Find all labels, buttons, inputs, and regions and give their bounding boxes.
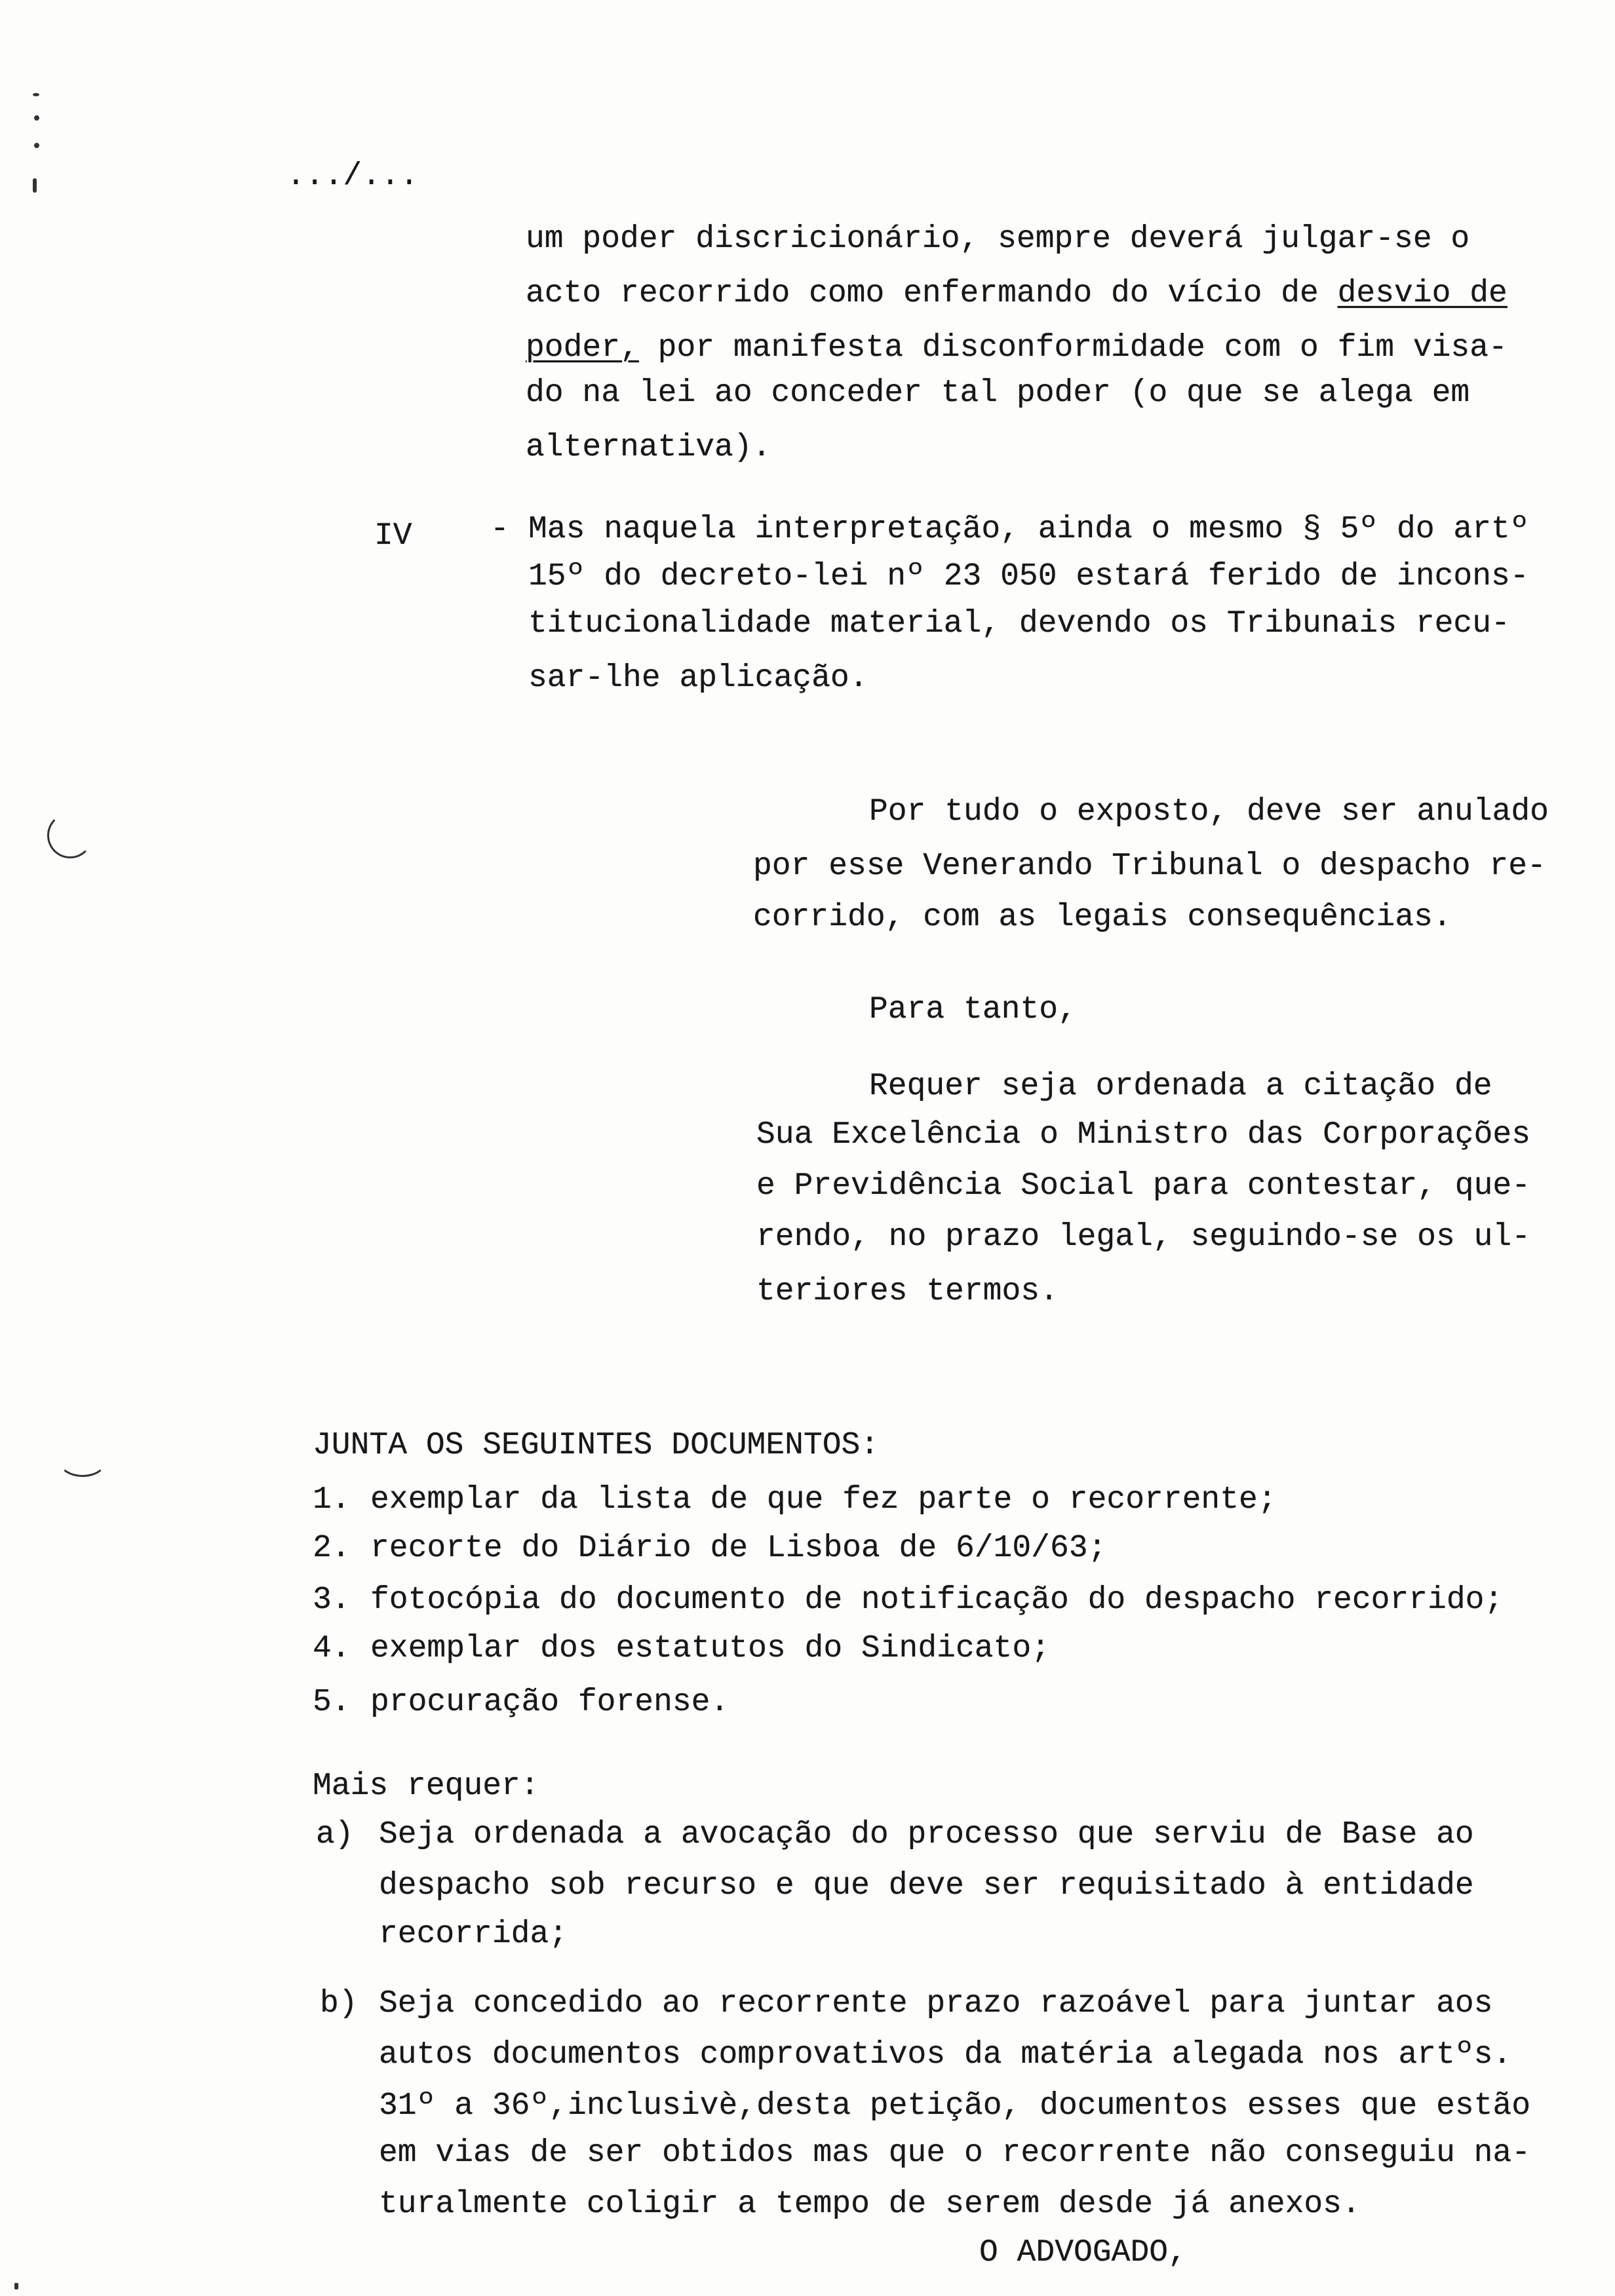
argument-iv-line: Mas naquela interpretação, ainda o mesmo § 5º do artº (528, 512, 1529, 547)
request-item-line: autos documentos comprovativos da matéria alegada nos artºs. (379, 2037, 1512, 2073)
conclusion-line: Por tudo o exposto, deve ser anulado (869, 794, 1549, 830)
document-item-text: exemplar da lista de que fez parte o recorrente; (370, 1482, 1277, 1518)
scan-mark (14, 2283, 18, 2289)
attached-documents-heading: JUNTA OS SEGUINTES DOCUMENTOS: (313, 1428, 880, 1463)
argument-line-text: acto recorrido como enfermando do vício de (526, 276, 1338, 311)
document-item-number: 4. (313, 1631, 351, 1666)
request-item-line: despacho sob recurso e que deve ser requisitado à entidade (379, 1868, 1474, 1904)
punch-hole-mark (58, 1442, 107, 1477)
continuation-mark: .../... (286, 159, 419, 194)
punch-hole-mark (47, 813, 93, 858)
argument-line: um poder discricionário, sempre deverá julgar-se o (526, 221, 1470, 257)
document-item-text: exemplar dos estatutos do Sindicato; (370, 1631, 1050, 1666)
underlined-term: desvio de (1337, 276, 1508, 311)
request-item-line: recorrida; (379, 1917, 568, 1952)
request-line: e Previdência Social para contestar, que- (756, 1168, 1530, 1204)
scan-mark (33, 93, 39, 96)
argument-line: alternativa). (526, 430, 771, 465)
request-item-line: turalmente coligir a tempo de serem desde já anexos. (379, 2187, 1361, 2222)
underlined-term: poder, (526, 330, 639, 366)
conclusion-line: por esse Venerando Tribunal o despacho re- (753, 849, 1546, 884)
signature-line: O ADVOGADO, (979, 2235, 1187, 2270)
conclusion-line: corrido, com as legais consequências. (753, 900, 1452, 935)
document-item-number: 5. (313, 1685, 351, 1720)
request-item-line: Seja concedido ao recorrente prazo razoável para juntar aos (379, 1986, 1493, 2021)
argument-line (526, 275, 1508, 312)
for-that-line: Para tanto, (869, 992, 1077, 1027)
document-item-text: fotocópia do documento de notificação do despacho recorrido; (370, 1582, 1504, 1618)
further-requests-heading: Mais requer: (313, 1769, 539, 1804)
request-item-line: 31º a 36º,inclusivè,desta petição, documentos esses que estão (379, 2088, 1531, 2124)
argument-iv-line: sar-lhe aplicação. (528, 660, 868, 696)
request-line: teriores termos. (756, 1274, 1059, 1309)
document-item-number: 3. (313, 1582, 351, 1618)
document-item-text: procuração forense. (370, 1685, 730, 1720)
request-line: Requer seja ordenada a citação de (869, 1069, 1492, 1104)
request-line: Sua Excelência o Ministro das Corporações (756, 1117, 1530, 1153)
scan-mark (34, 115, 39, 121)
request-item-letter: b) (320, 1986, 358, 2021)
section-dash: - (490, 512, 509, 547)
document-item-number: 2. (313, 1531, 351, 1566)
document-item-text: recorte do Diário de Lisboa de 6/10/63; (370, 1531, 1107, 1566)
argument-line: do na lei ao conceder tal poder (o que se alega em (526, 375, 1470, 411)
argument-line-text: por manifesta disconformidade com o fim visa- (638, 330, 1508, 366)
document-item-number: 1. (313, 1482, 351, 1518)
request-line: rendo, no prazo legal, seguindo-se os ul- (756, 1219, 1530, 1255)
scan-mark (33, 178, 37, 193)
request-item-line: em vias de ser obtidos mas que o recorrente não conseguiu na- (379, 2135, 1531, 2171)
section-numeral: IV (374, 518, 412, 554)
argument-line (526, 330, 1508, 366)
request-item-letter: a) (316, 1817, 354, 1852)
argument-iv-line: titucionalidade material, devendo os Tribunais recu- (528, 606, 1510, 641)
scan-mark (34, 143, 39, 148)
argument-iv-line: 15º do decreto-lei nº 23 050 estará ferido de incons- (528, 559, 1529, 594)
request-item-line: Seja ordenada a avocação do processo que serviu de Base ao (379, 1817, 1474, 1852)
